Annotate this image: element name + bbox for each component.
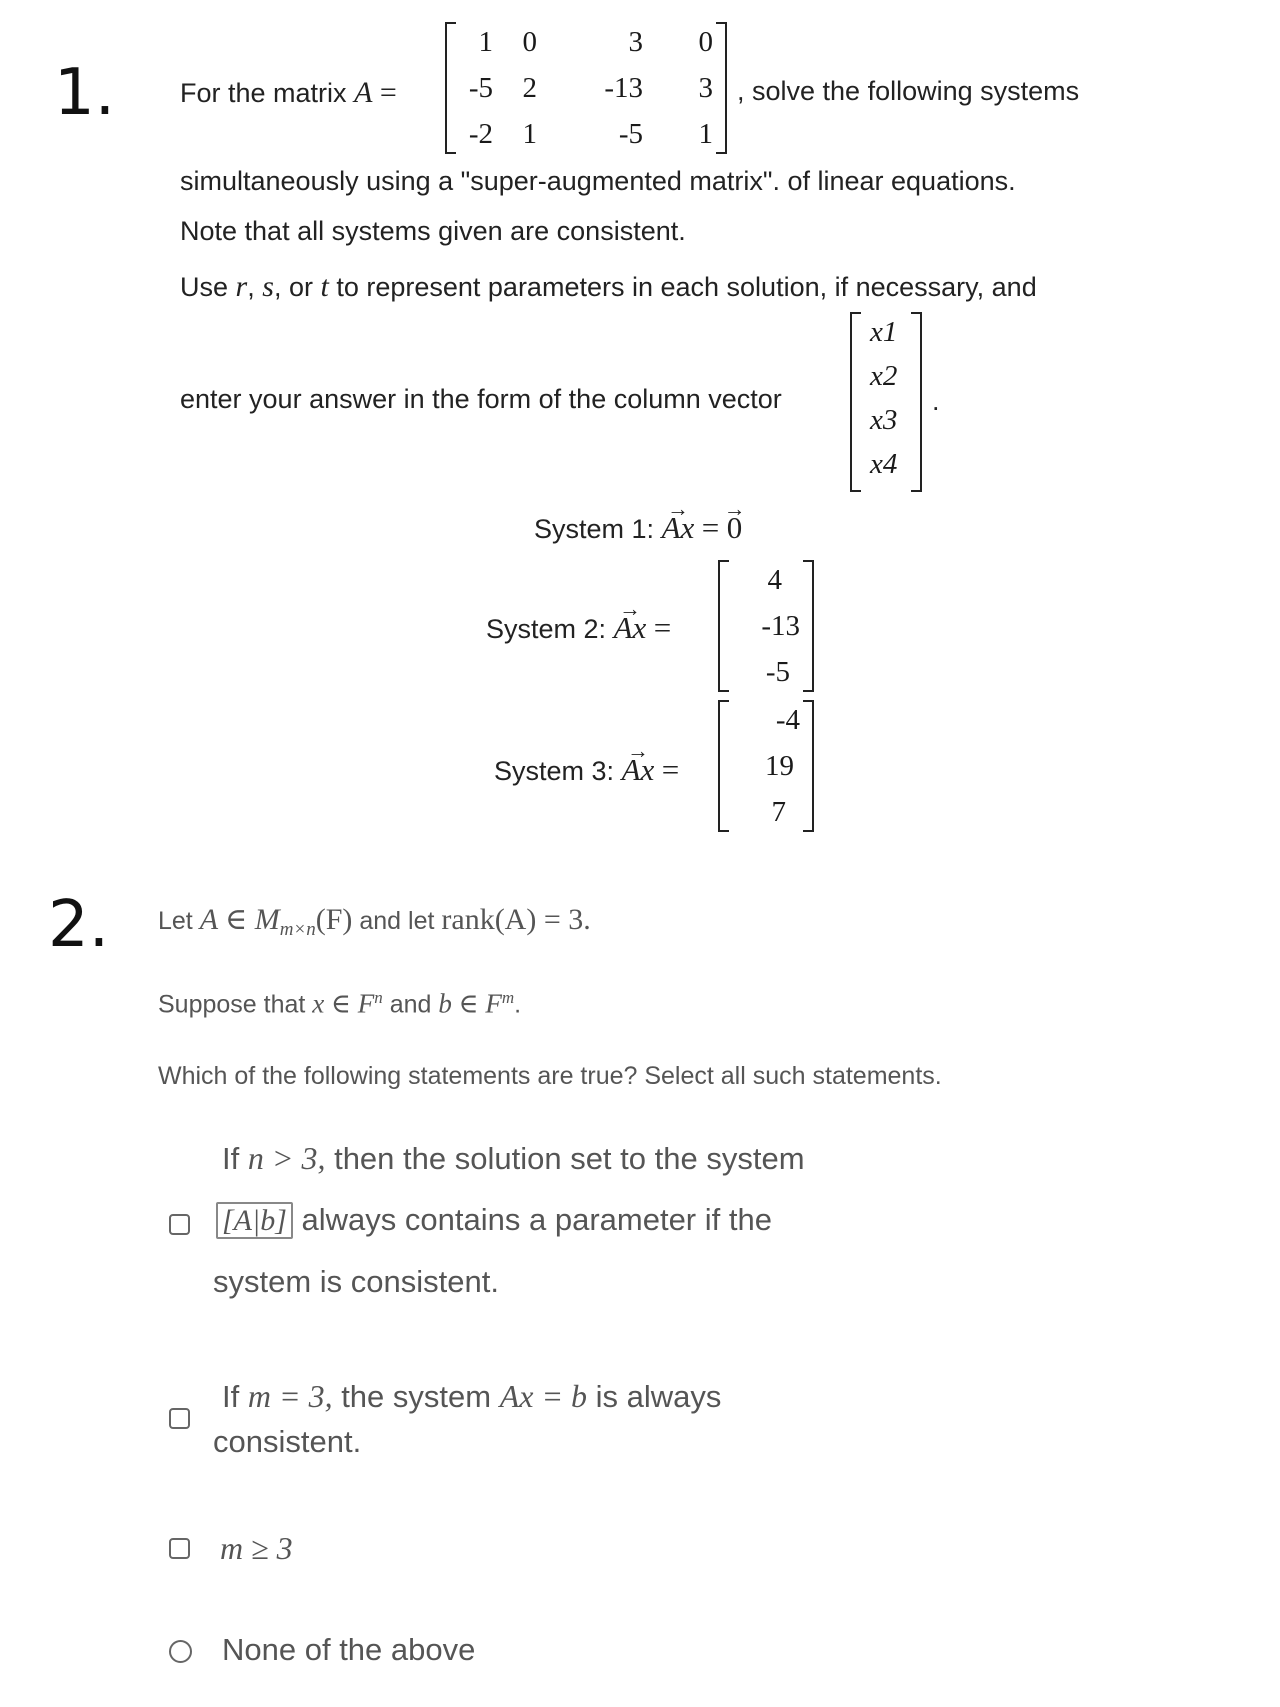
matrix-cell: -5	[468, 72, 493, 104]
matrix-cell: 1	[478, 26, 493, 58]
matrix-right-bracket	[716, 22, 727, 154]
option-4-label: None of the above	[222, 1632, 476, 1667]
param-s: s	[262, 270, 274, 303]
option-2-line-1: If m = 3, the system Ax = b is always	[222, 1378, 722, 1414]
problem-2-line-2: Suppose that x ∈ $F^n$ and b ∈ $F^m$.	[158, 988, 522, 1019]
matrix-left-bracket	[445, 22, 456, 154]
option-3-checkbox[interactable]	[169, 1538, 190, 1559]
system-1: System 1: → Ax = → 0	[534, 510, 742, 546]
system-2: System 2: → Ax =	[486, 610, 671, 646]
vector-entry: -13	[761, 610, 800, 642]
problem-1-line-5: enter your answer in the form of the column vector	[180, 384, 782, 414]
problem-2-number: 2.	[48, 888, 110, 962]
column-vector-x	[850, 312, 922, 492]
matrix-cell: 0	[522, 26, 537, 58]
vector-entry: x1	[870, 316, 898, 348]
problem-1-number: 1.	[54, 56, 116, 130]
option-1-checkbox[interactable]	[169, 1214, 190, 1235]
matrix-cell: -5	[618, 118, 643, 150]
matrix-name: A	[354, 76, 373, 109]
option-2-line-2: consistent.	[213, 1424, 362, 1459]
option-3-label: m ≥ 3	[220, 1530, 293, 1566]
option-1-line-1: If n > 3, then the solution set to the system	[222, 1140, 805, 1176]
option-1-line-3: system is consistent.	[213, 1264, 499, 1299]
matrix-cell: 3	[698, 72, 713, 104]
problem-2-line-3: Which of the following statements are true? Select all such statements.	[158, 1062, 942, 1090]
matrix-cell: 1	[522, 118, 537, 150]
vector-entry: 7	[771, 796, 786, 828]
matrix-cell: -13	[604, 72, 643, 104]
matrix-cell: -2	[468, 118, 493, 150]
problem-1-line-3: Note that all systems given are consistent.	[180, 216, 686, 246]
param-r: r	[235, 270, 248, 303]
matrix-cell: 1	[698, 118, 713, 150]
system-3-rhs-vector	[718, 700, 814, 832]
vector-period: .	[932, 386, 940, 416]
vector-entry: 19	[765, 750, 794, 782]
problem-2-line-1: Let A ∈ $M_{m\times n}(F)$ and let rank(A) = 3.	[158, 903, 591, 940]
matrix-cell: 0	[698, 26, 713, 58]
vector-entry: -4	[775, 704, 800, 736]
vector-entry: -5	[765, 656, 790, 688]
option-4-radio[interactable]	[169, 1640, 192, 1663]
vector-entry: 4	[767, 564, 782, 596]
problem-1-intro-prefix: For the matrix A =	[180, 76, 397, 109]
problem-1-line-2: simultaneously using a "super-augmented matrix". of linear equations.	[180, 166, 1016, 196]
problem-1-line-4: Use r, s, or t to represent parameters in each solution, if necessary, and	[180, 270, 1037, 303]
matrix-a	[445, 22, 727, 154]
problem-1-intro-suffix: , solve the following systems	[737, 76, 1080, 106]
system-3: System 3: → Ax =	[494, 752, 679, 788]
option-2-checkbox[interactable]	[169, 1408, 190, 1429]
option-1-line-2: [A|b] always contains a parameter if the	[216, 1202, 772, 1238]
matrix-cell: 2	[522, 72, 537, 104]
param-t: t	[320, 270, 329, 303]
matrix-cell: 3	[628, 26, 643, 58]
system-2-rhs-vector	[718, 560, 814, 692]
vector-entry: x4	[870, 448, 898, 480]
vector-entry: x2	[870, 360, 898, 392]
vector-entry: x3	[870, 404, 898, 436]
